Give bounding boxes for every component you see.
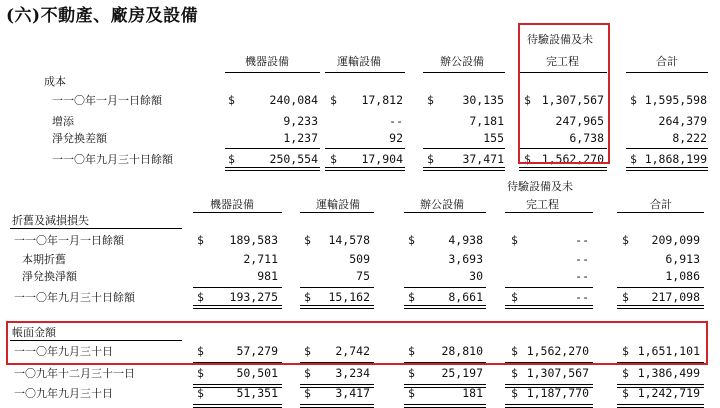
table-cell: 15,162 (328, 290, 370, 304)
total-double-line (325, 167, 405, 168)
total-double-line (505, 305, 593, 306)
table-cell: 509 (349, 252, 370, 266)
total-double-line (193, 305, 282, 306)
column-header-office: 辦公設備 (420, 198, 464, 211)
section-label-cost: 成本 (44, 75, 66, 88)
row-label: 一〇九年十二月三十一日 (14, 367, 135, 380)
table-cell: 264,379 (658, 114, 707, 128)
currency-symbol: $ (630, 152, 637, 166)
column-header-transport: 運輸設備 (337, 55, 381, 68)
header-underline (404, 212, 486, 213)
header-underline (617, 212, 704, 213)
total-double-line (404, 308, 486, 309)
subtotal-line (225, 148, 320, 149)
currency-symbol: $ (304, 290, 311, 304)
table-cell: 1,242,719 (637, 386, 700, 400)
total-double-line (617, 308, 704, 309)
table-cell: 17,812 (361, 93, 403, 107)
total-double-line (225, 167, 320, 168)
currency-symbol: $ (330, 93, 337, 107)
table-cell: 240,084 (269, 93, 318, 107)
total-double-line (626, 167, 708, 168)
table-cell: 28,810 (441, 344, 483, 358)
currency-symbol: $ (197, 290, 204, 304)
currency-symbol: $ (524, 152, 531, 166)
table-cell: 2,711 (243, 252, 278, 266)
total-double-line (626, 170, 708, 171)
table-cell: 30 (469, 269, 483, 283)
currency-symbol: $ (622, 290, 629, 304)
column-header-pending-line2: 完工程 (526, 198, 559, 211)
header-underline (505, 212, 593, 213)
currency-symbol: $ (330, 152, 337, 166)
table-cell: 1,086 (665, 269, 700, 283)
table-cell: 1,386,499 (637, 366, 700, 380)
table-cell: 50,501 (236, 366, 278, 380)
total-double-line (505, 308, 593, 309)
row-label: 一一〇年九月三十日餘額 (52, 153, 173, 166)
total-double-line (325, 170, 405, 171)
table-cell: 217,098 (651, 290, 700, 304)
subtotal-line (300, 287, 374, 288)
table-cell: -- (575, 252, 589, 266)
table-cell: 57,279 (236, 344, 278, 358)
row-label: 一一〇年九月三十日 (14, 345, 113, 358)
table-cell: 75 (356, 269, 370, 283)
table-cell: 1,237 (283, 131, 318, 145)
row-underline (617, 384, 704, 385)
section-label-depreciation: 折舊及減損損失 (12, 214, 89, 227)
column-header-machinery: 機器設備 (245, 55, 289, 68)
header-underline (193, 212, 282, 213)
table-cell: 1,595,598 (644, 93, 707, 107)
column-header-machinery: 機器設備 (210, 198, 254, 211)
row-label: 淨兌換差額 (52, 132, 107, 145)
table-cell: 155 (483, 131, 504, 145)
header-underline (300, 212, 374, 213)
table-cell: 1,307,567 (526, 366, 589, 380)
table-cell: 8,222 (672, 131, 707, 145)
table-cell: 3,693 (448, 252, 483, 266)
currency-symbol: $ (304, 233, 311, 247)
currency-symbol: $ (408, 386, 415, 400)
table-cell: 7,181 (469, 114, 504, 128)
table-cell: 92 (389, 131, 403, 145)
table-cell: 9,233 (283, 114, 318, 128)
currency-symbol: $ (511, 290, 518, 304)
currency-symbol: $ (197, 344, 204, 358)
row-label: 一一〇年一月一日餘額 (14, 234, 124, 247)
currency-symbol: $ (304, 386, 311, 400)
total-double-line (519, 170, 607, 171)
total-double-line (300, 308, 374, 309)
table-cell: 193,275 (229, 290, 278, 304)
row-underline (300, 384, 374, 385)
currency-symbol: $ (408, 290, 415, 304)
column-header-total: 合計 (656, 55, 678, 68)
currency-symbol: $ (622, 344, 629, 358)
currency-symbol: $ (197, 366, 204, 380)
table-cell: -- (389, 114, 403, 128)
column-header-total: 合計 (650, 198, 672, 211)
row-label: 一一〇年九月三十日餘額 (14, 291, 135, 304)
currency-symbol: $ (197, 386, 204, 400)
currency-symbol: $ (228, 152, 235, 166)
subtotal-line (423, 148, 505, 149)
total-double-line (300, 305, 374, 306)
currency-symbol: $ (511, 344, 518, 358)
currency-symbol: $ (408, 344, 415, 358)
currency-symbol: $ (511, 386, 518, 400)
currency-symbol: $ (622, 386, 629, 400)
header-underline (225, 72, 320, 73)
subtotal-line (505, 287, 593, 288)
currency-symbol: $ (228, 93, 235, 107)
currency-symbol: $ (524, 93, 531, 107)
table-cell: -- (575, 269, 589, 283)
subtotal-line (193, 287, 282, 288)
highlight-box-carrying-row (6, 321, 708, 365)
table-cell: 3,417 (335, 386, 370, 400)
subtotal-line (325, 148, 405, 149)
currency-symbol: $ (427, 152, 434, 166)
column-header-pending-line1: 待驗設備及未 (527, 33, 593, 46)
total-double-line (423, 167, 505, 168)
header-underline (325, 72, 405, 73)
total-double-line (519, 167, 607, 168)
currency-symbol: $ (622, 366, 629, 380)
table-cell: 181 (462, 386, 483, 400)
total-double-line (423, 170, 505, 171)
table-cell: 1,651,101 (637, 344, 700, 358)
table-cell: -- (575, 233, 589, 247)
column-header-pending-line1: 待驗設備及未 (507, 180, 573, 193)
currency-symbol: $ (304, 366, 311, 380)
table-cell: 17,904 (361, 152, 403, 166)
table-cell: 14,578 (328, 233, 370, 247)
row-label: 淨兌換淨額 (22, 270, 77, 283)
row-label: 本期折舊 (22, 253, 66, 266)
table-cell: 4,938 (448, 233, 483, 247)
row-underline (505, 384, 593, 385)
table-cell: 1,307,567 (541, 93, 604, 107)
section-underline (10, 228, 182, 229)
row-underline (193, 384, 282, 385)
currency-symbol: $ (427, 93, 434, 107)
header-underline (423, 72, 505, 73)
currency-symbol: $ (511, 366, 518, 380)
subtotal-line (626, 148, 708, 149)
table-cell: 247,965 (555, 114, 604, 128)
total-double-line (225, 170, 320, 171)
table-cell: 3,234 (335, 366, 370, 380)
table-cell: -- (575, 290, 589, 304)
table-cell: 25,197 (441, 366, 483, 380)
currency-symbol: $ (408, 366, 415, 380)
table-cell: 2,742 (335, 344, 370, 358)
currency-symbol: $ (630, 93, 637, 107)
subtotal-line (404, 287, 486, 288)
row-label: 增添 (52, 115, 74, 128)
table-cell: 6,913 (665, 252, 700, 266)
total-double-line (617, 305, 704, 306)
currency-symbol: $ (511, 233, 518, 247)
table-cell: 189,583 (229, 233, 278, 247)
table-cell: 209,099 (651, 233, 700, 247)
table-cell: 1,868,199 (644, 152, 707, 166)
column-header-pending-line2: 完工程 (546, 55, 579, 68)
table-cell: 6,738 (569, 131, 604, 145)
currency-symbol: $ (622, 233, 629, 247)
table-cell: 51,351 (236, 386, 278, 400)
row-underline (404, 384, 486, 385)
section-label-carrying: 帳面金額 (12, 326, 56, 339)
total-double-line (404, 305, 486, 306)
row-label: 一〇九年九月三十日 (14, 387, 113, 400)
table-cell: 1,187,770 (526, 386, 589, 400)
table-cell: 250,554 (269, 152, 318, 166)
currency-symbol: $ (408, 233, 415, 247)
table-cell: 1,562,270 (541, 152, 604, 166)
column-header-transport: 運輸設備 (316, 198, 360, 211)
currency-symbol: $ (197, 233, 204, 247)
currency-symbol: $ (304, 344, 311, 358)
table-cell: 8,661 (448, 290, 483, 304)
header-underline (626, 72, 708, 73)
highlight-box-pending-column (518, 23, 610, 164)
column-header-office: 辦公設備 (440, 55, 484, 68)
table-cell: 30,135 (462, 93, 504, 107)
row-label: 一一〇年一月一日餘額 (52, 94, 162, 107)
table-cell: 981 (257, 269, 278, 283)
table-cell: 1,562,270 (526, 344, 589, 358)
subtotal-line (617, 287, 704, 288)
total-double-line (193, 308, 282, 309)
page-title: (六)不動產、廠房及設備 (6, 6, 199, 26)
table-cell: 37,471 (462, 152, 504, 166)
